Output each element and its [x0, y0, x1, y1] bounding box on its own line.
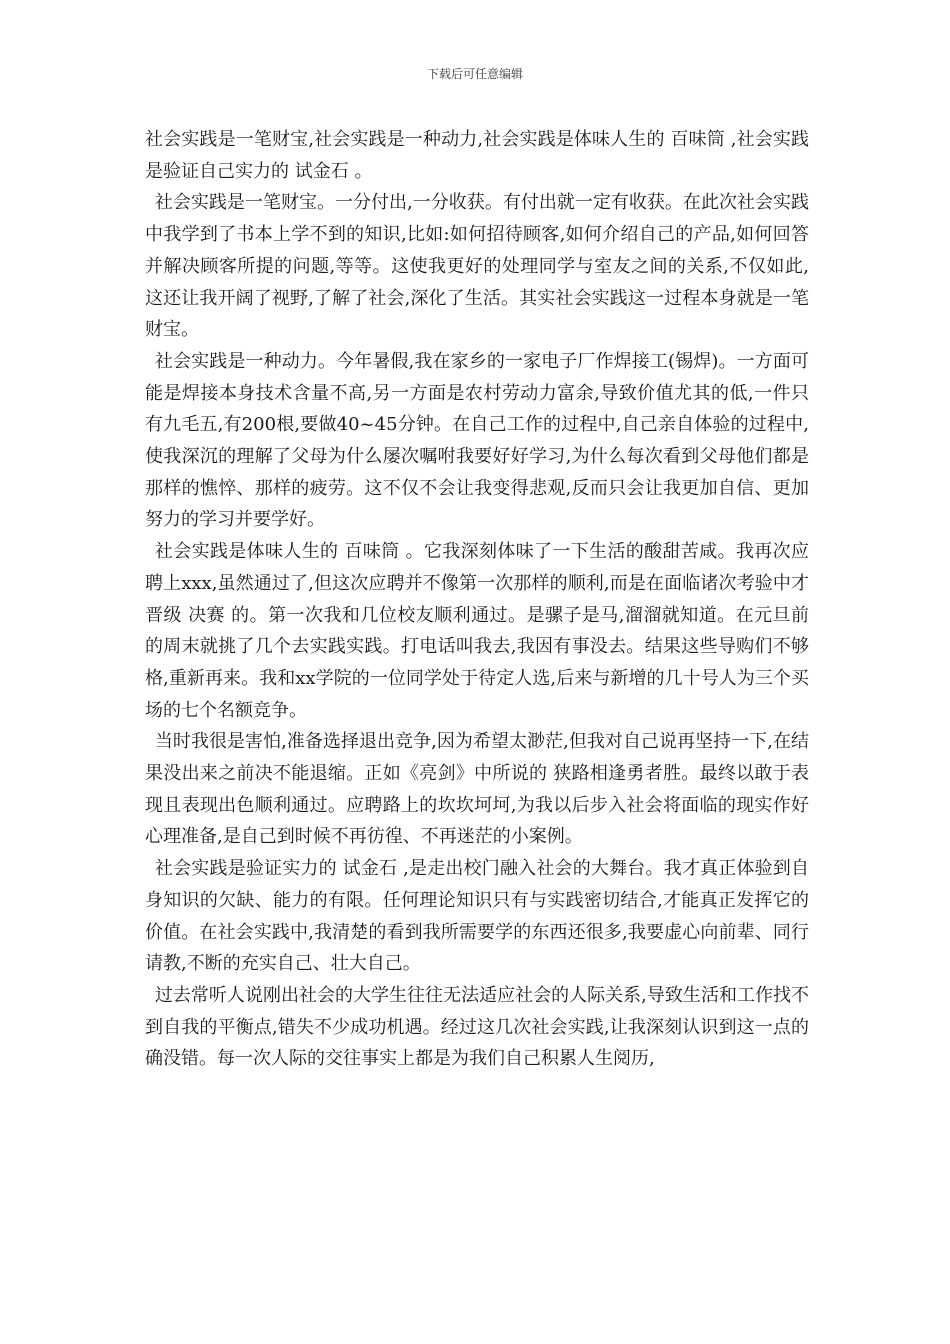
paragraph-intro: 社会实践是一笔财宝,社会实践是一种动力,社会实践是体味人生的 百味筒 ,社会实践是验证自己实力的 试金石 。 [145, 129, 809, 182]
document-body [145, 124, 809, 1075]
paragraph-wealth: 社会实践是一笔财宝。一分付出,一分收获。有付出就一定有收获。在此次社会实践中我学到了书本上学不到的知识,比如:如何招待顾客,如何介绍自己的产品,如何回答并解决顾客所提的问题,等等。这使我更好的处理同学与室友之间的关系,不仅如此,这还让我开阔了视野,了解了社会,深化了生活。其实社会实践这一过程本身就是一笔财宝。 [145, 192, 809, 341]
paragraph-touchstone: 社会实践是验证实力的 试金石 ,是走出校门融入社会的大舞台。我才真正体验到自身知识的欠缺、能力的有限。任何理论知识只有与实践密切结合,才能真正发挥它的价值。在社会实践中,我清楚的看到我所需要学的东西还很多,我要虚心向前辈、同行请教,不断的充实自己、壮大自己。 [145, 858, 809, 975]
page-header: 下载后可任意编辑 [426, 67, 523, 81]
paragraph-motivation: 社会实践是一种动力。今年暑假,我在家乡的一家电子厂作焊接工(锡焊)。一方面可能是焊接本身技术含量不高,另一方面是农村劳动力富余,导致价值尤其的低,一件只有九毛五,有200根,要做40~45分钟。在自己工作的过程中,自己亲自体验的过程中,使我深沉的理解了父母为什么屡次嘱咐我要好好学习,为什么每次看到父母他们都是那样的憔悴、那样的疲劳。这不仅不会让我变得悲观,反而只会让我更加自信、更加努力的学习并要学好。 [145, 350, 809, 531]
paragraph-competition: 当时我很是害怕,准备选择退出竞争,因为希望太渺茫,但我对自己说再坚持一下,在结果没出来之前决不能退缩。正如《亮剑》中所说的 狭路相逢勇者胜。最终以敢于表现且表现出色顺利通过。应聘路上的坎坎坷坷,为我以后步入社会将面临的现实作好心理准备,是自己到时候不再彷徨、不再迷茫的小案例。 [145, 731, 809, 848]
paragraph-relationships: 过去常听人说刚出社会的大学生往往无法适应社会的人际关系,导致生活和工作找不到自我的平衡点,错失不少成功机遇。经过这几次社会实践,让我深刻认识到这一点的确没错。每一次人际的交往事实上都是为我们自己积累人生阅历, [145, 984, 809, 1070]
paragraph-life-flavors: 社会实践是体味人生的 百味筒 。它我深刻体味了一下生活的酸甜苦咸。我再次应聘上xxx,虽然通过了,但这次应聘并不像第一次那样的顺利,而是在面临诸次考验中才晋级 决赛 的。第一次我和几位校友顺利通过。是骡子是马,溜溜就知道。在元旦前的周末就挑了几个去实践实践。打电话叫我去,我因有事没去。结果这些导购们不够格,重新再来。我和xx学院的一位同学处于待定人选,后来与新增的几十号人为三个买场的七个名额竞争。 [145, 541, 809, 721]
